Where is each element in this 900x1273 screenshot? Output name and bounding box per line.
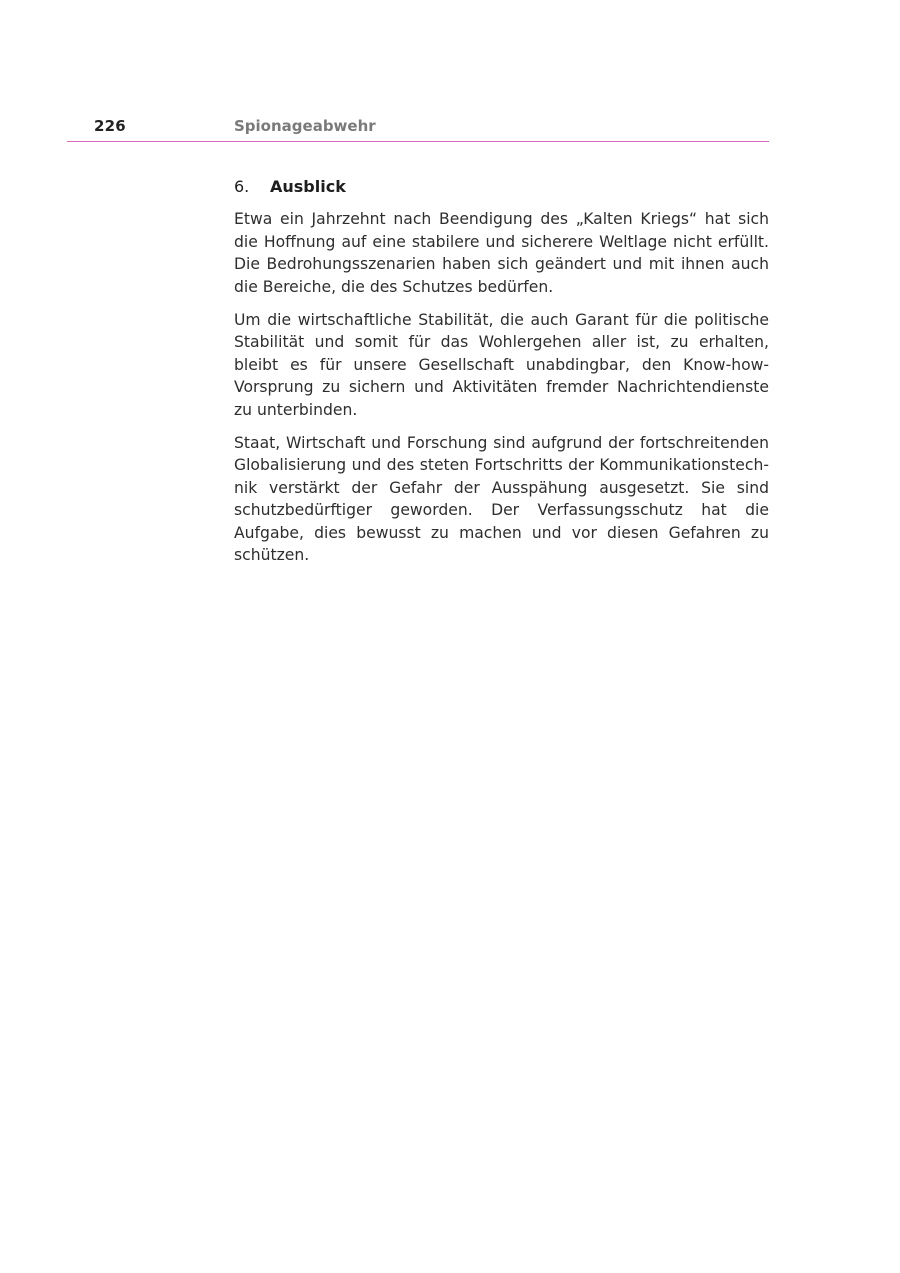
main-content bbox=[234, 175, 769, 577]
header-divider bbox=[67, 141, 769, 142]
section-heading bbox=[234, 175, 769, 198]
section-number: 6. bbox=[234, 177, 250, 196]
paragraph-1: Etwa ein Jahrzehnt nach Beendigung des „Kalten Kriegs“ hat sich die Hoffnung auf eine stabilere und sicherere Weltlage nicht erfüllt. Die Bedrohungsszenarien haben sich geändert und mit ihnen auch die Bereiche, die des Schutzes bedürfen. bbox=[234, 210, 769, 296]
paragraph-3: Staat, Wirtschaft und Forschung sind aufgrund der fortschreitenden Globalisierung und des steten Fortschritts der Kommunikationstechnik verstärkt der Gefahr der Ausspähung ausgesetzt. Sie sind schutzbedürftiger geworden. Der Verfassungsschutz hat die Aufgabe, dies bewusst zu machen und vor diesen Gefahren zu schützen. bbox=[234, 433, 769, 564]
running-head-title: Spionageabwehr bbox=[234, 117, 376, 135]
paragraph-2: Um die wirtschaftliche Stabilität, die auch Garant für die politische Stabilität und somit für das Wohlergehen aller ist, zu erhalten, bleibt es für unsere Gesellschaft unabdingbar, den Know-how-Vorsprung zu sichern und Aktivitäten fremder Nachrichtendienste zu unterbinden. bbox=[234, 310, 769, 419]
page-number: 226 bbox=[94, 117, 126, 135]
section-title: Ausblick bbox=[270, 177, 346, 196]
